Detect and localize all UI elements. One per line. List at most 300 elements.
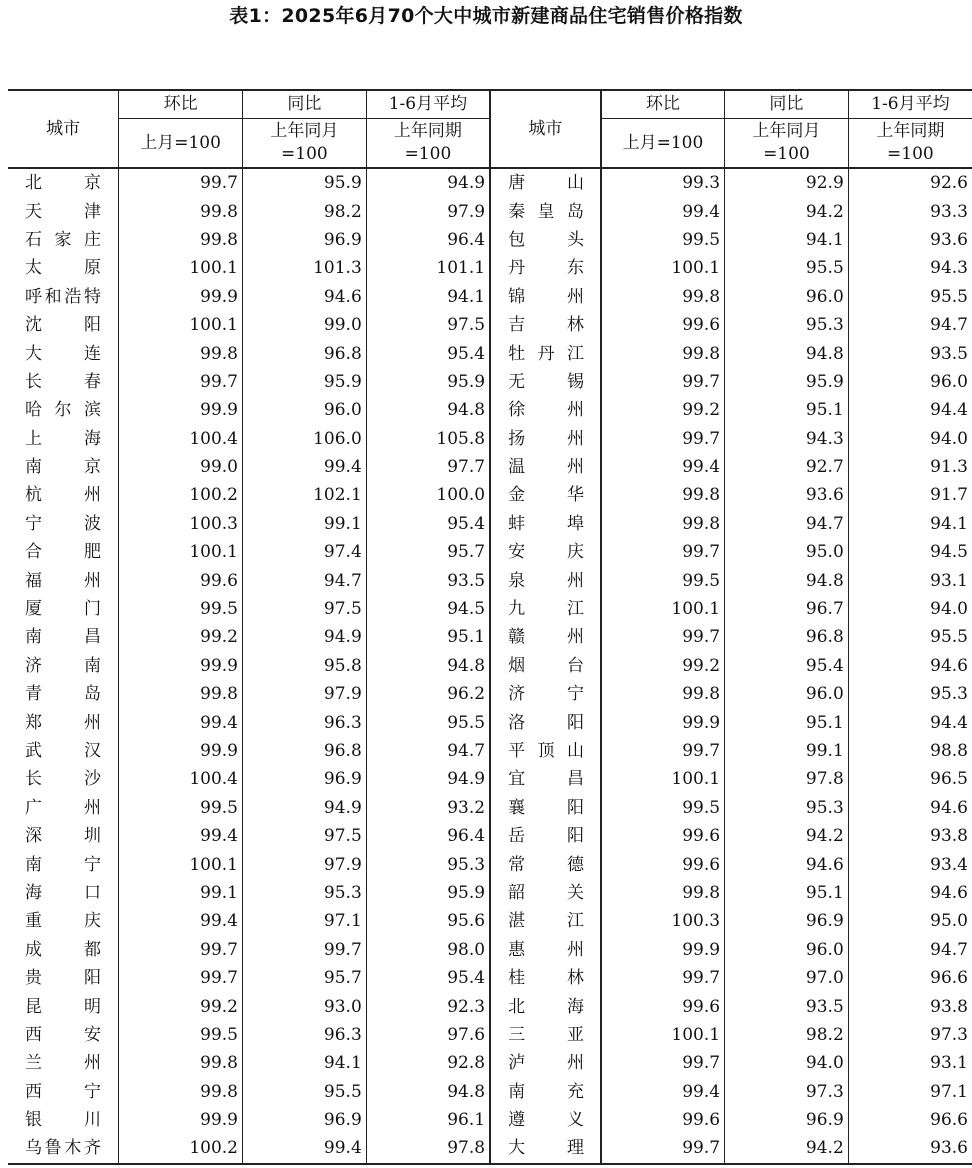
right-avg-value: 94.7 <box>848 936 972 964</box>
right-mom-value: 100.1 <box>671 599 721 620</box>
left-avg-value: 94.7 <box>366 737 490 765</box>
right-city-name: 安庆 <box>490 538 601 566</box>
table-row <box>8 822 972 850</box>
right-yoy-value: 94.8 <box>725 566 849 594</box>
right-city-name: 泉州 <box>490 566 601 594</box>
right-city-name: 包头 <box>490 226 601 254</box>
left-yoy-value: 96.9 <box>242 1106 366 1134</box>
right-mom-value: 99.7 <box>682 371 721 392</box>
right-yoy-value: 96.9 <box>725 1106 849 1134</box>
left-avg-value: 92.3 <box>366 992 490 1020</box>
right-avg-value: 96.0 <box>848 368 972 396</box>
header-avg-base-left: 上年同期 =100 <box>366 119 490 169</box>
right-avg-value: 91.7 <box>848 481 972 509</box>
right-mom-value: 99.4 <box>682 201 721 222</box>
right-city-name: 遵义 <box>490 1106 601 1134</box>
left-mom-value: 99.4 <box>119 822 243 850</box>
left-city-name: 杭州 <box>25 485 101 506</box>
left-yoy-value: 95.5 <box>242 1078 366 1106</box>
header-yoy-left: 同比 <box>242 90 366 119</box>
left-mom-value: 99.8 <box>119 197 243 225</box>
right-city-name: 丹东 <box>490 254 601 282</box>
table-row <box>8 992 972 1020</box>
left-yoy-value: 94.7 <box>242 566 366 594</box>
right-city-name: 牡丹江 <box>490 339 601 367</box>
left-mom-value: 100.1 <box>119 850 243 878</box>
right-mom-value: 99.2 <box>682 655 721 676</box>
left-yoy-value: 96.8 <box>242 339 366 367</box>
right-mom-value: 99.7 <box>682 1053 721 1074</box>
left-yoy-value: 96.9 <box>242 226 366 254</box>
left-city-name: 厦门 <box>25 599 101 620</box>
right-avg-value: 93.6 <box>848 1134 972 1163</box>
left-yoy-value: 96.9 <box>242 765 366 793</box>
right-avg-value: 94.1 <box>848 510 972 538</box>
left-avg-value: 94.5 <box>366 595 490 623</box>
left-city-name: 天津 <box>25 201 101 222</box>
left-city-name: 合肥 <box>25 542 101 563</box>
table-row <box>8 794 972 822</box>
right-yoy-value: 95.4 <box>725 652 849 680</box>
left-yoy-value: 98.2 <box>242 197 366 225</box>
right-city-name: 南充 <box>490 1078 601 1106</box>
right-yoy-value: 92.7 <box>725 453 849 481</box>
right-city-name: 赣州 <box>490 623 601 651</box>
left-avg-value: 94.8 <box>366 1078 490 1106</box>
right-city-name: 九江 <box>490 595 601 623</box>
left-city-name: 哈尔滨 <box>25 400 101 421</box>
right-city-name: 秦皇岛 <box>490 197 601 225</box>
right-yoy-value: 94.3 <box>725 425 849 453</box>
right-city-name: 唐山 <box>490 168 601 197</box>
left-avg-value: 95.5 <box>366 708 490 736</box>
right-mom-value: 100.3 <box>671 911 721 932</box>
right-city-name: 襄阳 <box>490 794 601 822</box>
left-yoy-value: 106.0 <box>242 425 366 453</box>
right-mom-value: 99.7 <box>682 542 721 563</box>
right-avg-value: 96.6 <box>848 1106 972 1134</box>
right-yoy-value: 97.8 <box>725 765 849 793</box>
right-mom-value: 99.8 <box>682 286 721 307</box>
left-avg-value: 101.1 <box>366 254 490 282</box>
left-avg-value: 94.8 <box>366 396 490 424</box>
left-avg-value: 105.8 <box>366 425 490 453</box>
left-city-name: 西安 <box>25 1024 101 1045</box>
table-row <box>8 1078 972 1106</box>
left-yoy-value: 97.9 <box>242 680 366 708</box>
table-row <box>8 652 972 680</box>
right-mom-value: 99.6 <box>682 1110 721 1131</box>
left-avg-value: 95.9 <box>366 368 490 396</box>
header-mom-right: 环比 <box>601 90 725 119</box>
right-avg-value: 97.1 <box>848 1078 972 1106</box>
left-mom-value: 99.9 <box>119 1106 243 1134</box>
left-mom-value: 99.9 <box>119 396 243 424</box>
left-yoy-value: 99.0 <box>242 311 366 339</box>
header-mom-left: 环比 <box>119 90 243 119</box>
right-yoy-value: 93.5 <box>725 992 849 1020</box>
left-avg-value: 95.7 <box>366 538 490 566</box>
left-yoy-value: 97.4 <box>242 538 366 566</box>
right-yoy-value: 96.8 <box>725 623 849 651</box>
left-avg-value: 96.2 <box>366 680 490 708</box>
left-avg-value: 98.0 <box>366 936 490 964</box>
left-mom-value: 99.7 <box>119 168 243 197</box>
left-avg-value: 96.4 <box>366 226 490 254</box>
table-row <box>8 765 972 793</box>
left-avg-value: 97.6 <box>366 1021 490 1049</box>
table-row <box>8 168 972 197</box>
right-mom-value: 99.4 <box>682 1081 721 1102</box>
table-row <box>8 339 972 367</box>
left-yoy-value: 95.8 <box>242 652 366 680</box>
table-row <box>8 311 972 339</box>
left-avg-value: 93.2 <box>366 794 490 822</box>
left-mom-value: 99.7 <box>119 368 243 396</box>
right-city-name: 徐州 <box>490 396 601 424</box>
right-yoy-value: 94.8 <box>725 339 849 367</box>
left-avg-value: 95.9 <box>366 879 490 907</box>
table-row <box>8 623 972 651</box>
right-yoy-value: 97.0 <box>725 964 849 992</box>
right-avg-value: 95.0 <box>848 907 972 935</box>
right-city-name: 平顶山 <box>490 737 601 765</box>
right-mom-value: 99.9 <box>682 712 721 733</box>
left-yoy-value: 99.7 <box>242 936 366 964</box>
table-row <box>8 737 972 765</box>
right-yoy-value: 95.1 <box>725 396 849 424</box>
right-avg-value: 94.3 <box>848 254 972 282</box>
table-row <box>8 538 972 566</box>
left-avg-value: 96.1 <box>366 1106 490 1134</box>
left-yoy-value: 95.3 <box>242 879 366 907</box>
right-avg-value: 93.5 <box>848 339 972 367</box>
left-city-name: 青岛 <box>25 684 101 705</box>
left-mom-value: 99.7 <box>119 936 243 964</box>
left-yoy-value: 97.5 <box>242 595 366 623</box>
left-avg-value: 93.5 <box>366 566 490 594</box>
left-yoy-value: 94.1 <box>242 1049 366 1077</box>
left-mom-value: 100.3 <box>119 510 243 538</box>
left-city-name: 兰州 <box>25 1053 101 1074</box>
left-yoy-value: 101.3 <box>242 254 366 282</box>
right-yoy-value: 94.0 <box>725 1049 849 1077</box>
left-avg-value: 94.9 <box>366 168 490 197</box>
right-mom-value: 99.5 <box>682 570 721 591</box>
left-city-name: 宁波 <box>25 513 101 534</box>
right-city-name: 泸州 <box>490 1049 601 1077</box>
left-city-name: 济南 <box>25 655 101 676</box>
left-avg-value: 94.9 <box>366 765 490 793</box>
right-city-name: 常德 <box>490 850 601 878</box>
left-mom-value: 99.0 <box>119 453 243 481</box>
table-row <box>8 708 972 736</box>
left-mom-value: 99.8 <box>119 1049 243 1077</box>
left-city-name: 武汉 <box>25 741 101 761</box>
left-mom-value: 100.2 <box>119 1134 243 1163</box>
left-yoy-value: 97.9 <box>242 850 366 878</box>
left-mom-value: 100.4 <box>119 765 243 793</box>
right-avg-value: 95.5 <box>848 623 972 651</box>
left-avg-value: 95.6 <box>366 907 490 935</box>
left-yoy-value: 95.7 <box>242 964 366 992</box>
table-row <box>8 964 972 992</box>
left-city-name: 石家庄 <box>25 229 101 250</box>
right-city-name: 无锡 <box>490 368 601 396</box>
left-mom-value: 99.5 <box>119 1021 243 1049</box>
table-row <box>8 1021 972 1049</box>
table-row <box>8 481 972 509</box>
table-row <box>8 396 972 424</box>
right-city-name: 韶关 <box>490 879 601 907</box>
header-city-right: 城市 <box>490 90 601 168</box>
right-city-name: 扬州 <box>490 425 601 453</box>
right-yoy-value: 96.0 <box>725 680 849 708</box>
right-mom-value: 99.8 <box>682 485 721 506</box>
left-yoy-value: 102.1 <box>242 481 366 509</box>
right-city-name: 宜昌 <box>490 765 601 793</box>
header-avg-left: 1-6月平均 <box>366 90 490 119</box>
right-city-name: 吉林 <box>490 311 601 339</box>
right-yoy-value: 94.7 <box>725 510 849 538</box>
left-mom-value: 100.1 <box>119 311 243 339</box>
right-avg-value: 94.5 <box>848 538 972 566</box>
left-avg-value: 97.5 <box>366 311 490 339</box>
right-city-name: 济宁 <box>490 680 601 708</box>
left-city-name: 昆明 <box>25 996 101 1017</box>
left-yoy-value: 99.1 <box>242 510 366 538</box>
table-row <box>8 850 972 878</box>
right-mom-value: 99.6 <box>682 315 721 336</box>
right-yoy-value: 98.2 <box>725 1021 849 1049</box>
left-mom-value: 99.8 <box>119 226 243 254</box>
table-row <box>8 680 972 708</box>
left-mom-value: 99.9 <box>119 652 243 680</box>
left-avg-value: 97.7 <box>366 453 490 481</box>
right-yoy-value: 94.2 <box>725 197 849 225</box>
table-title: 表1：2025年6月70个大中城市新建商品住宅销售价格指数 <box>229 5 743 27</box>
left-avg-value: 95.3 <box>366 850 490 878</box>
right-yoy-value: 93.6 <box>725 481 849 509</box>
right-yoy-value: 94.2 <box>725 822 849 850</box>
left-yoy-value: 94.6 <box>242 283 366 311</box>
left-avg-value: 94.8 <box>366 652 490 680</box>
right-yoy-value: 96.7 <box>725 595 849 623</box>
left-yoy-value: 97.1 <box>242 907 366 935</box>
header-yoy-right: 同比 <box>725 90 849 119</box>
right-yoy-value: 99.1 <box>725 737 849 765</box>
right-yoy-value: 95.5 <box>725 254 849 282</box>
table-row <box>8 254 972 282</box>
right-avg-value: 93.4 <box>848 850 972 878</box>
table-row <box>8 907 972 935</box>
right-avg-value: 91.3 <box>848 453 972 481</box>
header-mom-base-right: 上月=100 <box>601 119 725 169</box>
right-avg-value: 95.5 <box>848 283 972 311</box>
header-mom-base-left: 上月=100 <box>119 119 243 169</box>
right-mom-value: 100.1 <box>671 769 721 790</box>
left-yoy-value: 94.9 <box>242 623 366 651</box>
right-city-name: 锦州 <box>490 283 601 311</box>
right-mom-value: 99.5 <box>682 797 721 818</box>
right-avg-value: 94.0 <box>848 425 972 453</box>
table-row <box>8 1049 972 1077</box>
right-avg-value: 95.3 <box>848 680 972 708</box>
left-city-name: 重庆 <box>25 911 101 932</box>
right-yoy-value: 95.3 <box>725 794 849 822</box>
right-yoy-value: 94.1 <box>725 226 849 254</box>
right-city-name: 蚌埠 <box>490 510 601 538</box>
right-city-name: 桂林 <box>490 964 601 992</box>
right-city-name: 大理 <box>490 1134 601 1163</box>
left-mom-value: 99.8 <box>119 339 243 367</box>
right-avg-value: 93.1 <box>848 1049 972 1077</box>
table-row <box>8 425 972 453</box>
right-avg-value: 94.4 <box>848 396 972 424</box>
right-yoy-value: 92.9 <box>725 168 849 197</box>
right-yoy-value: 95.0 <box>725 538 849 566</box>
left-mom-value: 99.1 <box>119 879 243 907</box>
right-avg-value: 97.3 <box>848 1021 972 1049</box>
left-mom-value: 99.8 <box>119 1078 243 1106</box>
left-city-name: 太原 <box>25 258 101 279</box>
right-mom-value: 99.5 <box>682 229 721 250</box>
left-city-name: 大连 <box>25 343 101 364</box>
right-mom-value: 99.8 <box>682 684 721 705</box>
right-yoy-value: 96.0 <box>725 283 849 311</box>
left-city-name: 沈阳 <box>25 315 101 336</box>
right-mom-value: 99.6 <box>682 826 721 847</box>
left-mom-value: 100.1 <box>119 538 243 566</box>
left-city-name: 广州 <box>25 797 101 818</box>
left-city-name: 西宁 <box>25 1081 101 1102</box>
right-yoy-value: 95.1 <box>725 708 849 736</box>
right-avg-value: 93.3 <box>848 197 972 225</box>
table-row <box>8 510 972 538</box>
header-avg-base-right: 上年同期 =100 <box>848 119 972 169</box>
right-city-name: 湛江 <box>490 907 601 935</box>
left-yoy-value: 96.3 <box>242 708 366 736</box>
left-city-name: 海口 <box>25 882 101 903</box>
table-row <box>8 1106 972 1134</box>
right-avg-value: 93.8 <box>848 992 972 1020</box>
right-mom-value: 100.1 <box>671 1024 721 1045</box>
table-row <box>8 566 972 594</box>
right-mom-value: 99.7 <box>682 741 721 761</box>
left-yoy-value: 95.9 <box>242 168 366 197</box>
left-city-name: 上海 <box>25 428 101 449</box>
left-avg-value: 97.9 <box>366 197 490 225</box>
right-avg-value: 94.6 <box>848 794 972 822</box>
left-mom-value: 99.2 <box>119 623 243 651</box>
right-mom-value: 99.6 <box>682 854 721 875</box>
header-avg-right: 1-6月平均 <box>848 90 972 119</box>
right-mom-value: 99.7 <box>601 1134 725 1163</box>
right-avg-value: 94.6 <box>848 879 972 907</box>
left-city-name: 北京 <box>25 173 101 194</box>
left-mom-value: 99.6 <box>119 566 243 594</box>
left-yoy-value: 96.8 <box>242 737 366 765</box>
left-avg-value: 92.8 <box>366 1049 490 1077</box>
right-city-name: 惠州 <box>490 936 601 964</box>
left-city-name: 乌鲁木齐 <box>8 1134 119 1163</box>
right-mom-value: 99.9 <box>682 939 721 960</box>
left-avg-value: 97.8 <box>366 1134 490 1163</box>
right-city-name: 金华 <box>490 481 601 509</box>
right-city-name: 烟台 <box>490 652 601 680</box>
right-mom-value: 100.1 <box>671 258 721 279</box>
left-city-name: 南宁 <box>25 854 101 875</box>
right-yoy-value: 95.1 <box>725 879 849 907</box>
right-mom-value: 99.8 <box>682 343 721 364</box>
right-avg-value: 96.6 <box>848 964 972 992</box>
right-avg-value: 93.1 <box>848 566 972 594</box>
right-city-name: 温州 <box>490 453 601 481</box>
table-row <box>8 197 972 225</box>
left-avg-value: 95.4 <box>366 510 490 538</box>
left-avg-value: 95.4 <box>366 964 490 992</box>
left-city-name: 长春 <box>25 371 101 392</box>
right-yoy-value: 95.9 <box>725 368 849 396</box>
left-yoy-value: 99.4 <box>242 453 366 481</box>
right-city-name: 三亚 <box>490 1021 601 1049</box>
left-city-name: 南昌 <box>25 627 101 648</box>
right-mom-value: 99.7 <box>682 627 721 648</box>
table-row <box>8 283 972 311</box>
header-city-left: 城市 <box>8 90 119 168</box>
left-avg-value: 94.1 <box>366 283 490 311</box>
left-mom-value: 99.2 <box>119 992 243 1020</box>
right-city-name: 北海 <box>490 992 601 1020</box>
left-mom-value: 99.5 <box>119 794 243 822</box>
table-row <box>8 226 972 254</box>
table-row <box>8 879 972 907</box>
right-yoy-value: 94.6 <box>725 850 849 878</box>
right-yoy-value: 94.2 <box>725 1134 849 1163</box>
left-yoy-value: 96.0 <box>242 396 366 424</box>
right-avg-value: 94.7 <box>848 311 972 339</box>
left-mom-value: 99.9 <box>119 283 243 311</box>
left-mom-value: 99.7 <box>119 964 243 992</box>
right-avg-value: 94.4 <box>848 708 972 736</box>
right-yoy-value: 97.3 <box>725 1078 849 1106</box>
left-avg-value: 96.4 <box>366 822 490 850</box>
right-mom-value: 99.7 <box>682 428 721 449</box>
header-yoy-base-left: 上年同月 =100 <box>242 119 366 169</box>
price-index-table <box>8 89 972 1165</box>
right-avg-value: 98.8 <box>848 737 972 765</box>
left-yoy-value: 97.5 <box>242 822 366 850</box>
left-city-name: 郑州 <box>25 712 101 733</box>
right-avg-value: 93.6 <box>848 226 972 254</box>
right-avg-value: 93.8 <box>848 822 972 850</box>
right-mom-value: 99.4 <box>682 457 721 478</box>
left-city-name: 深圳 <box>25 826 101 847</box>
right-mom-value: 99.6 <box>682 996 721 1017</box>
right-avg-value: 94.0 <box>848 595 972 623</box>
left-avg-value: 95.4 <box>366 339 490 367</box>
left-city-name: 贵阳 <box>25 968 101 989</box>
right-yoy-value: 96.0 <box>725 936 849 964</box>
left-city-name: 成都 <box>25 939 101 960</box>
right-mom-value: 99.2 <box>682 400 721 421</box>
right-avg-value: 96.5 <box>848 765 972 793</box>
table-row <box>8 368 972 396</box>
left-avg-value: 100.0 <box>366 481 490 509</box>
header-yoy-base-right: 上年同月 =100 <box>725 119 849 169</box>
left-mom-value: 100.1 <box>119 254 243 282</box>
right-yoy-value: 96.9 <box>725 907 849 935</box>
